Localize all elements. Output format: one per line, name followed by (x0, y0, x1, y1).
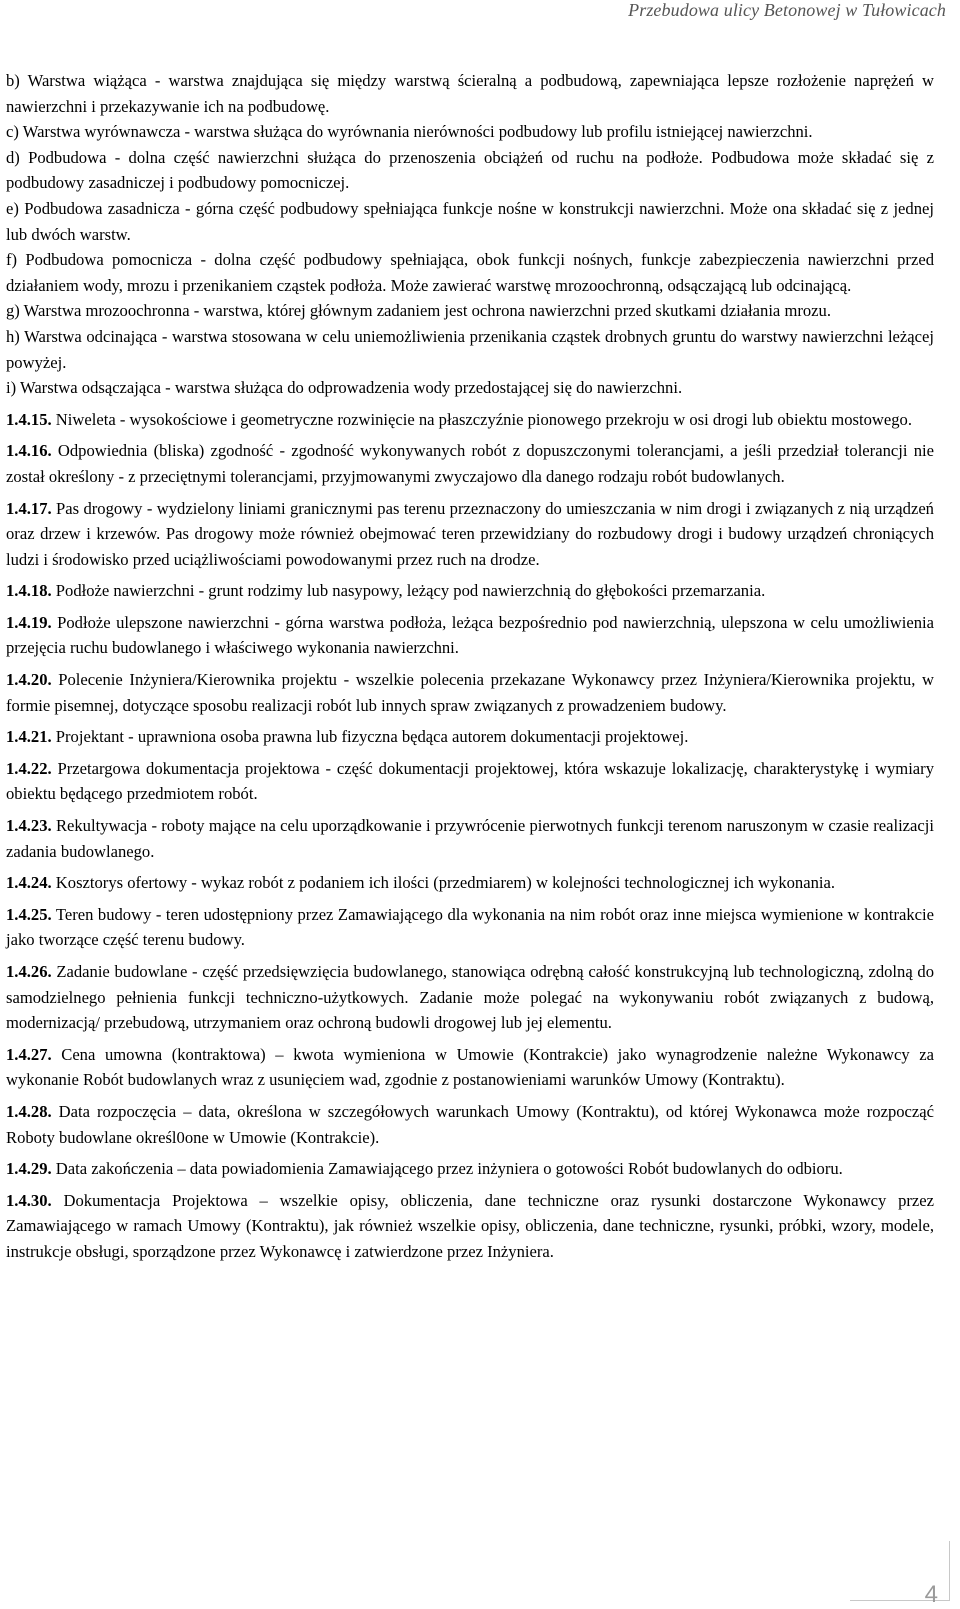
list-item-paragraph (6, 375, 934, 401)
section-number: 1.4.28. (6, 1101, 52, 1121)
list-item-paragraph (6, 119, 934, 145)
definition-paragraph (6, 1188, 934, 1265)
section-number: 1.4.16. (6, 441, 52, 461)
list-item-paragraph (6, 145, 934, 196)
paragraph-text: h) Warstwa odcinająca - warstwa stosowana w celu uniemożliwienia przenikania cząstek drobnych gruntu do warstwy nawierzchni leżącej powyżej. (6, 326, 934, 372)
definition-paragraph (6, 578, 934, 604)
definition-paragraph (6, 870, 934, 896)
paragraph-text: e) Podbudowa zasadnicza - górna część podbudowy spełniająca funkcje nośne w konstrukcji nawierzchni. Może ona składać się z jednej lub dwóch warstw. (6, 198, 934, 244)
list-item-paragraph (6, 247, 934, 298)
paragraph-text: Cena umowna (kontraktowa) – kwota wymieniona w Umowie (Kontrakcie) jako wynagrodzenie należne Wykonawcy za wykonanie Robót budowlanych wraz z usunięciem wad, zgodnie z postanowieniami warunków Umowy (Kontraktu). (6, 1044, 934, 1090)
paragraph-text: Odpowiednia (bliska) zgodność - zgodność wykonywanych robót z dopuszczonymi tolerancjami, a jeśli przedział tolerancji nie został określony - z przeciętnymi tolerancjami, przyjmowanymi zwyczajowo dla danego rodzaju robót budowlanych. (6, 441, 934, 486)
paragraph-text: g) Warstwa mrozoochronna - warstwa, której głównym zadaniem jest ochrona nawierzchni przed skutkami działania mrozu. (6, 301, 831, 321)
section-number: 1.4.29. (6, 1159, 52, 1179)
definition-paragraph (6, 610, 934, 661)
paragraph-text: Polecenie Inżyniera/Kierownika projektu - wszelkie polecenia przekazane Wykonawcy przez Inżyniera/Kierownika projektu, w formie pisemnej, dotyczące sposobu realizacji robót lub innych spraw związanych z prowadzeniem budowy. (6, 670, 934, 715)
section-number: 1.4.15. (6, 409, 52, 429)
corner-rule-vertical (949, 1541, 950, 1601)
list-item-paragraph (6, 196, 934, 247)
paragraph-text: Dokumentacja Projektowa – wszelkie opisy, obliczenia, dane techniczne oraz rysunki dostarczone Wykonawcy przez Zamawiającego w ramach Umowy (Kontraktu), jak również wszelkie opisy, obliczenia, dane techniczne, rysunki, próbki, wzory, modele, instrukcje obsługi, sporządzone przez Wykonawcę i zatwierdzone przez Inżyniera. (6, 1190, 934, 1261)
definition-paragraph (6, 756, 934, 807)
definition-paragraph (6, 1156, 934, 1182)
section-number: 1.4.26. (6, 962, 52, 981)
section-number: 1.4.25. (6, 904, 52, 924)
section-number: 1.4.30. (6, 1190, 52, 1210)
section-number: 1.4.22. (6, 758, 52, 778)
paragraph-text: d) Podbudowa - dolna część nawierzchni służąca do przenoszenia obciążeń od ruchu na podłoże. Podbudowa może składać się z podbudowy zasadniczej i podbudowy pomocniczej. (6, 147, 934, 193)
section-number: 1.4.27. (6, 1044, 52, 1064)
paragraph-text: Projektant - uprawniona osoba prawna lub fizyczna będąca autorem dokumentacji projektowej. (55, 727, 689, 747)
paragraph-text: Przetargowa dokumentacja projektowa - część dokumentacji projektowej, która wskazuje lokalizację, charakterystykę i wymiary obiektu będącego przedmiotem robót. (6, 758, 934, 804)
definition-paragraph (6, 667, 934, 718)
definition-paragraph (6, 407, 934, 433)
paragraph-text: Data zakończenia – data powiadomienia Zamawiającego przez inżyniera o gotowości Robót budowlanych do odbioru. (55, 1159, 843, 1179)
paragraph-text: Niweleta - wysokościowe i geometryczne rozwinięcie na płaszczyźnie pionowego przekroju w osi drogi lub obiektu mostowego. (55, 409, 912, 429)
definition-paragraph (6, 496, 934, 573)
paragraph-text: b) Warstwa wiążąca - warstwa znajdująca się między warstwą ścieralną a podbudową, zapewniająca lepsze rozłożenie naprężeń w nawierzchni i przekazywanie ich na podbudowę. (6, 71, 934, 116)
definition-paragraph (6, 1042, 934, 1093)
list-item-paragraph (6, 68, 934, 119)
paragraph-text: Pas drogowy - wydzielony liniami granicznymi pas terenu przeznaczony do umieszczania w nim drogi i związanych z nią urządzeń oraz drzew i krzewów. Pas drogowy może również obejmować teren przewidziany do rozbudowy drogi i budowy urządzeń chroniących ludzi i środowisko przed uciążliwościami powodowanymi przez ruch na drodze. (6, 498, 934, 569)
definition-paragraph (6, 724, 934, 750)
section-number: 1.4.20. (6, 670, 52, 690)
list-item-paragraph (6, 298, 934, 324)
paragraph-text: Kosztorys ofertowy - wykaz robót z podaniem ich ilości (przedmiarem) w kolejności technologicznej ich wykonania. (55, 873, 835, 893)
section-number: 1.4.21. (6, 727, 52, 747)
definition-paragraph (6, 1099, 934, 1150)
definition-paragraph (6, 959, 934, 1036)
page-number: 4 (924, 1581, 938, 1608)
document-body (6, 68, 934, 1265)
section-number: 1.4.19. (6, 612, 52, 632)
paragraph-text: Zadanie budowlane - część przedsięwzięcia budowlanego, stanowiąca odrębną całość konstrukcyjną lub technologiczną, zdolną do samodzielnego pełnienia funkcji techniczno-użytkowych. Zadanie może polegać na wykonywaniu robót związanych z budową, modernizacją/ przebudową, utrzymaniem oraz ochroną budowli drogowej lub jej elementu. (6, 962, 934, 1033)
paragraph-text: f) Podbudowa pomocnicza - dolna część podbudowy spełniająca, obok funkcji nośnych, funkcje zabezpieczenia nawierzchni przed działaniem wody, mrozu i przenikaniem cząstek podłoża. Może zawierać warstwę mrozoochronną, odsączającą lub odcinającą. (6, 250, 934, 295)
paragraph-text: Podłoże ulepszone nawierzchni - górna warstwa podłoża, leżąca bezpośrednio pod nawierzchnią, ulepszona w celu umożliwienia przejęcia ruchu budowlanego i właściwego wykonania nawierzchni. (6, 612, 934, 658)
section-number: 1.4.24. (6, 873, 52, 893)
paragraph-text: Rekultywacja - roboty mające na celu uporządkowanie i przywrócenie pierwotnych funkcji terenom naruszonym w czasie realizacji zadania budowlanego. (6, 816, 934, 861)
definition-paragraph (6, 813, 934, 864)
paragraph-text: Data rozpoczęcia – data, określona w szczegółowych warunkach Umowy (Kontraktu), od której Wykonawca może rozpocząć Roboty budowlane określ0one w Umowie (Kontrakcie). (6, 1101, 934, 1147)
running-header: Przebudowa ulicy Betonowej w Tułowicach (628, 0, 946, 20)
section-number: 1.4.17. (6, 498, 52, 518)
paragraph-text: Teren budowy - teren udostępniony przez Zamawiającego dla wykonania na nim robót oraz inne miejsca wymienione w kontrakcie jako tworzące część terenu budowy. (6, 904, 934, 950)
definition-paragraph (6, 902, 934, 953)
paragraph-text: Podłoże nawierzchni - grunt rodzimy lub nasypowy, leżący pod nawierzchnią do głębokości przemarzania. (55, 581, 766, 601)
section-number: 1.4.18. (6, 581, 52, 601)
paragraph-text: c) Warstwa wyrównawcza - warstwa służąca do wyrównania nierówności podbudowy lub profilu istniejącej nawierzchni. (6, 122, 813, 142)
list-item-paragraph (6, 324, 934, 375)
definition-paragraph (6, 438, 934, 489)
section-number: 1.4.23. (6, 816, 52, 836)
paragraph-text: i) Warstwa odsączająca - warstwa służąca do odprowadzenia wody przedostającej się do nawierzchni. (6, 378, 683, 398)
